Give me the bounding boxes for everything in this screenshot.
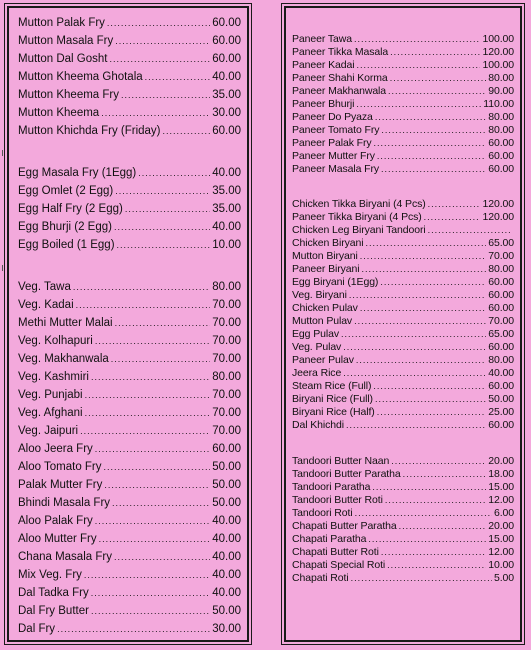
dot-leader [85, 405, 211, 422]
menu-item [18, 459, 241, 476]
dot-leader [117, 237, 211, 254]
menu-item-price: 70.00 [212, 317, 241, 329]
menu-item-price: 60.00 [488, 276, 514, 288]
menu-item-name: Paneer Palak Fry [292, 137, 372, 149]
menu-item-name: Chicken Tikka Biryani (4 Pcs) [292, 198, 426, 210]
dot-leader [101, 105, 210, 122]
menu-item-name: Tandoori Roti [292, 507, 353, 519]
dot-leader [95, 513, 210, 530]
dot-leader [356, 59, 480, 72]
menu-item [292, 367, 514, 380]
dot-leader [114, 549, 210, 566]
menu-item [18, 87, 241, 104]
menu-item-price: 40.00 [212, 221, 241, 233]
menu-item [18, 513, 241, 530]
menu-item-name: Tandoori Butter Naan [292, 455, 390, 467]
dot-leader [391, 455, 486, 468]
dot-leader [355, 507, 492, 520]
edge-mark [2, 150, 3, 156]
menu-item-price: 10.00 [212, 239, 241, 251]
menu-item-price: 50.00 [212, 479, 241, 491]
menu-item [18, 477, 241, 494]
menu-item-name: Veg. Kashmiri [18, 371, 89, 383]
dot-leader [145, 69, 211, 86]
menu-item [292, 393, 514, 406]
menu-item-name: Paneer Bhurji [292, 98, 355, 110]
dot-leader [390, 72, 487, 85]
menu-item-name: Palak Mutter Fry [18, 479, 103, 491]
menu-item [18, 69, 241, 86]
dot-leader [354, 315, 486, 328]
dot-leader [424, 211, 481, 224]
menu-item-price: 18.00 [488, 468, 514, 480]
dot-leader [343, 341, 486, 354]
dot-leader [381, 163, 486, 176]
menu-item-name: Veg. Pulav [292, 341, 342, 353]
menu-item-price: 60.00 [212, 443, 241, 455]
menu-item [292, 72, 514, 85]
menu-item [18, 33, 241, 50]
menu-item-price: 40.00 [212, 515, 241, 527]
menu-item-price: 15.00 [488, 481, 514, 493]
menu-item [292, 507, 514, 520]
menu-item-price: 30.00 [212, 107, 241, 119]
dot-leader [377, 406, 487, 419]
menu-item-name: Paneer Tikka Masala [292, 46, 389, 58]
menu-item [18, 495, 241, 512]
menu-item-price: 60.00 [488, 137, 514, 149]
left-menu-list [9, 8, 247, 640]
menu-item-price: 60.00 [212, 53, 241, 65]
menu-item [292, 419, 514, 432]
menu-item [18, 237, 241, 254]
menu-item-name: Methi Mutter Malai [18, 317, 113, 329]
dot-leader [387, 559, 486, 572]
menu-item [292, 468, 514, 481]
menu-item-price: 65.00 [488, 237, 514, 249]
menu-item-price: 6.00 [493, 507, 514, 519]
menu-item-name: Dal Khichdi [292, 419, 345, 431]
menu-item-name: Paneer Tomato Fry [292, 124, 380, 136]
menu-item-name: Mutton Kheema [18, 107, 100, 119]
menu-item-name: Mutton Biryani [292, 250, 358, 262]
menu-item-name: Chicken Pulav [292, 302, 358, 314]
menu-item [292, 198, 514, 211]
menu-item-name: Mutton Khichda Fry (Friday) [18, 125, 161, 137]
menu-item-price: 40.00 [212, 551, 241, 563]
dot-leader [349, 289, 486, 302]
menu-item [292, 124, 514, 137]
menu-item [292, 224, 514, 237]
menu-item-name: Veg. Tawa [18, 281, 71, 293]
menu-item-name: Paneer Makhanwala [292, 85, 387, 97]
menu-item-name: Chapati Butter Roti [292, 546, 379, 558]
menu-item-name: Mutton Kheema Fry [18, 89, 119, 101]
menu-item-name: Chapati Roti [292, 572, 349, 584]
menu-item-price: 120.00 [482, 198, 514, 210]
menu-item [18, 123, 241, 140]
menu-item-name: Aloo Palak Fry [18, 515, 93, 527]
dot-leader [343, 367, 486, 380]
menu-item [292, 481, 514, 494]
menu-item-price: 50.00 [488, 393, 514, 405]
menu-item [18, 567, 241, 584]
menu-item-price: 70.00 [488, 315, 514, 327]
menu-item-name: Tandoori Butter Paratha [292, 468, 401, 480]
menu-item-price: 120.00 [482, 46, 514, 58]
menu-item [18, 297, 241, 314]
menu-item-price: 40.00 [212, 587, 241, 599]
menu-item-name: Veg. Biryani [292, 289, 347, 301]
dot-leader [361, 263, 486, 276]
menu-item-name: Biryani Rice (Full) [292, 393, 373, 405]
dot-leader [341, 328, 486, 341]
menu-item [292, 137, 514, 150]
menu-item [292, 354, 514, 367]
menu-item-name: Egg Biryani (1Egg) [292, 276, 379, 288]
menu-item-price: 60.00 [488, 163, 514, 175]
menu-item-price: 80.00 [488, 72, 514, 84]
menu-item-name: Mutton Masala Fry [18, 35, 114, 47]
menu-item [292, 520, 514, 533]
dot-leader [365, 237, 486, 250]
menu-item-price: 40.00 [212, 71, 241, 83]
menu-item-name: Veg. Makhanwala [18, 353, 109, 365]
menu-item [18, 105, 241, 122]
menu-item-name: Aloo Tomato Fry [18, 461, 102, 473]
menu-item [292, 163, 514, 176]
menu-item-price: 60.00 [488, 302, 514, 314]
menu-item-price: 70.00 [488, 250, 514, 262]
menu-item-name: Mutton Dal Gosht [18, 53, 108, 65]
menu-item-price: 80.00 [488, 124, 514, 136]
edge-mark [2, 265, 3, 271]
menu-item-name: Chapati Butter Paratha [292, 520, 397, 532]
menu-item [292, 33, 514, 46]
menu-item-price: 50.00 [212, 461, 241, 473]
menu-item-price: 65.00 [488, 328, 514, 340]
menu-item-price: 12.00 [488, 546, 514, 558]
dot-leader [115, 33, 210, 50]
menu-item [18, 351, 241, 368]
menu-item [292, 276, 514, 289]
menu-item-name: Egg Omlet (2 Egg) [18, 185, 114, 197]
menu-item-price: 12.00 [488, 494, 514, 506]
menu-item-name: Veg. Punjabi [18, 389, 83, 401]
dot-leader [368, 533, 486, 546]
menu-item-price: 120.00 [482, 211, 514, 223]
menu-item [292, 406, 514, 419]
menu-item-price: 70.00 [212, 353, 241, 365]
menu-item-name: Steam Rice (Full) [292, 380, 372, 392]
menu-item [18, 369, 241, 386]
menu-item-price: 20.00 [488, 520, 514, 532]
dot-leader [107, 15, 210, 32]
dot-leader [346, 419, 486, 432]
dot-leader [428, 198, 481, 211]
dot-leader [354, 33, 480, 46]
left-menu-panel [7, 6, 249, 642]
menu-item-price: 60.00 [488, 419, 514, 431]
menu-item [18, 621, 241, 638]
menu-item-price: 70.00 [212, 425, 241, 437]
dot-leader [112, 495, 210, 512]
menu-item-name: Chapati Special Roti [292, 559, 386, 571]
dot-leader [356, 354, 486, 367]
menu-item-price: 70.00 [212, 335, 241, 347]
menu-item-name: Egg Masala Fry (1Egg) [18, 167, 137, 179]
menu-item-name: Egg Half Fry (2 Egg) [18, 203, 123, 215]
menu-item-name: Aloo Mutter Fry [18, 533, 97, 545]
menu-item-name: Paneer Shahi Korma [292, 72, 388, 84]
menu-item-name: Paneer Kadai [292, 59, 355, 71]
dot-leader [381, 124, 486, 137]
menu-item [292, 98, 514, 111]
menu-item [18, 315, 241, 332]
right-menu-panel [284, 6, 522, 642]
menu-item-price: 80.00 [212, 371, 241, 383]
menu-item [18, 423, 241, 440]
menu-item-name: Egg Pulav [292, 328, 339, 340]
dot-leader [85, 387, 211, 404]
dot-leader [372, 481, 486, 494]
menu-item-name: Chapati Paratha [292, 533, 367, 545]
menu-item-price: 60.00 [488, 289, 514, 301]
dot-leader [73, 279, 210, 296]
right-menu-list [286, 8, 520, 640]
menu-item [18, 387, 241, 404]
menu-item [292, 341, 514, 354]
menu-item [292, 289, 514, 302]
menu-item [292, 237, 514, 250]
menu-item-price: 80.00 [488, 354, 514, 366]
menu-item-name: Bhindi Masala Fry [18, 497, 111, 509]
menu-item [292, 59, 514, 72]
menu-item-price: 15.00 [488, 533, 514, 545]
dot-leader [373, 380, 486, 393]
menu-item [292, 494, 514, 507]
menu-item-name: Paneer Tikka Biryani (4 Pcs) [292, 211, 422, 223]
menu-item-price: 70.00 [212, 407, 241, 419]
menu-item-price: 10.00 [488, 559, 514, 571]
menu-item [292, 111, 514, 124]
menu-item-price: 100.00 [482, 33, 514, 45]
menu-item-price: 90.00 [488, 85, 514, 97]
menu-item-name: Mutton Pulav [292, 315, 353, 327]
menu-item-name: Biryani Rice (Half) [292, 406, 375, 418]
menu-item-name: Paneer Pulav [292, 354, 354, 366]
menu-item-price: 35.00 [212, 89, 241, 101]
menu-item-price: 60.00 [212, 125, 241, 137]
menu-item [292, 85, 514, 98]
dot-leader [356, 98, 481, 111]
menu-item [292, 455, 514, 468]
menu-item-price: 80.00 [488, 263, 514, 275]
dot-leader [84, 567, 210, 584]
menu-item [292, 315, 514, 328]
menu-item-price: 60.00 [488, 380, 514, 392]
menu-item [18, 405, 241, 422]
dot-leader [351, 572, 492, 585]
menu-item-price: 80.00 [488, 111, 514, 123]
menu-item-name: Veg. Kolhapuri [18, 335, 93, 347]
dot-leader [377, 150, 486, 163]
dot-leader [104, 477, 210, 494]
menu-item-price: 80.00 [212, 281, 241, 293]
menu-item-name: Dal Fry [18, 623, 56, 635]
menu-item-price: 50.00 [212, 497, 241, 509]
menu-item [18, 201, 241, 218]
dot-leader [375, 393, 486, 406]
menu-item [292, 328, 514, 341]
menu-item-price: 30.00 [212, 623, 241, 635]
menu-item-name: Paneer Mutter Fry [292, 150, 375, 162]
menu-item-name: Egg Boiled (1 Egg) [18, 239, 115, 251]
menu-item [292, 211, 514, 224]
dot-leader [381, 546, 486, 559]
dot-leader [91, 603, 210, 620]
menu-item-name: Aloo Jeera Fry [18, 443, 93, 455]
dot-leader [91, 369, 210, 386]
menu-item-name: Veg. Jaipuri [18, 425, 79, 437]
menu-item-price: 60.00 [212, 17, 241, 29]
menu-item [18, 585, 241, 602]
menu-item [292, 46, 514, 59]
dot-leader [385, 494, 486, 507]
menu-item-name: Dal Fry Butter [18, 605, 89, 617]
menu-item [292, 533, 514, 546]
menu-item [292, 572, 514, 585]
dot-leader [95, 441, 210, 458]
menu-item [18, 183, 241, 200]
menu-item-name: Egg Bhurji (2 Egg) [18, 221, 112, 233]
menu-item [292, 263, 514, 276]
menu-item [292, 546, 514, 559]
menu-item [18, 333, 241, 350]
menu-item-price: 70.00 [212, 389, 241, 401]
menu-item [18, 603, 241, 620]
menu-item [292, 250, 514, 263]
menu-item-price: 70.00 [212, 299, 241, 311]
dot-leader [380, 276, 486, 289]
menu-item [18, 549, 241, 566]
menu-item-name: Dal Tadka Fry [18, 587, 89, 599]
menu-item [18, 279, 241, 296]
menu-item [18, 219, 241, 236]
menu-item-price: 40.00 [212, 167, 241, 179]
dot-leader [95, 333, 210, 350]
dot-leader [80, 423, 210, 440]
menu-item-price: 40.00 [212, 533, 241, 545]
dot-leader [163, 123, 211, 140]
menu-item [292, 150, 514, 163]
dot-leader [57, 621, 210, 638]
menu-item [18, 15, 241, 32]
menu-item-name: Mutton Kheema Ghotala [18, 71, 143, 83]
menu-item-name: Tandoori Paratha [292, 481, 371, 493]
dot-leader [399, 520, 487, 533]
menu-item-name: Paneer Tawa [292, 33, 352, 45]
menu-item [292, 380, 514, 393]
menu-item-name: Chana Masala Fry [18, 551, 112, 563]
dot-leader [388, 85, 486, 98]
menu-item [18, 51, 241, 68]
menu-item-price: 50.00 [212, 605, 241, 617]
menu-item-name: Tandoori Butter Roti [292, 494, 383, 506]
menu-item-price: 25.00 [488, 406, 514, 418]
menu-item-name: Jeera Rice [292, 367, 342, 379]
menu-item-price: 20.00 [488, 455, 514, 467]
menu-item [292, 559, 514, 572]
menu-item-price: 60.00 [488, 341, 514, 353]
menu-item-price: 60.00 [488, 150, 514, 162]
dot-leader [374, 137, 487, 150]
menu-item-price: 60.00 [212, 35, 241, 47]
menu-item-name: Chicken Biryani [292, 237, 364, 249]
dot-leader [138, 165, 210, 182]
menu-item-name: Mutton Palak Fry [18, 17, 105, 29]
menu-item [18, 441, 241, 458]
dot-leader [91, 585, 210, 602]
menu-item-price: 5.00 [493, 572, 514, 584]
dot-leader [428, 224, 512, 237]
dot-leader [360, 302, 486, 315]
menu-item [292, 302, 514, 315]
dot-leader [99, 531, 211, 548]
dot-leader [375, 111, 486, 124]
menu-item-price: 40.00 [212, 569, 241, 581]
dot-leader [121, 87, 210, 104]
dot-leader [390, 46, 480, 59]
menu-item-name: Paneer Masala Fry [292, 163, 380, 175]
dot-leader [125, 201, 210, 218]
dot-leader [115, 315, 211, 332]
menu-item-price: 110.00 [483, 98, 514, 110]
menu-item-name: Paneer Biryani [292, 263, 360, 275]
menu-item-name: Veg. Afghani [18, 407, 83, 419]
menu-item-price: 40.00 [488, 367, 514, 379]
dot-leader [403, 468, 487, 481]
menu-item-name: Veg. Kadai [18, 299, 74, 311]
dot-leader [76, 297, 211, 314]
menu-item-name: Paneer Do Pyaza [292, 111, 373, 123]
dot-leader [115, 183, 210, 200]
menu-item [18, 165, 241, 182]
dot-leader [114, 219, 210, 236]
dot-leader [109, 51, 210, 68]
dot-leader [111, 351, 210, 368]
menu-item-name: Mix Veg. Fry [18, 569, 82, 581]
dot-leader [104, 459, 211, 476]
menu-item [18, 531, 241, 548]
menu-item-name: Chicken Leg Biryani Tandoori [292, 224, 426, 236]
menu-item-price: 35.00 [212, 203, 241, 215]
menu-item-price: 100.00 [482, 59, 514, 71]
dot-leader [360, 250, 487, 263]
menu-item-price: 35.00 [212, 185, 241, 197]
